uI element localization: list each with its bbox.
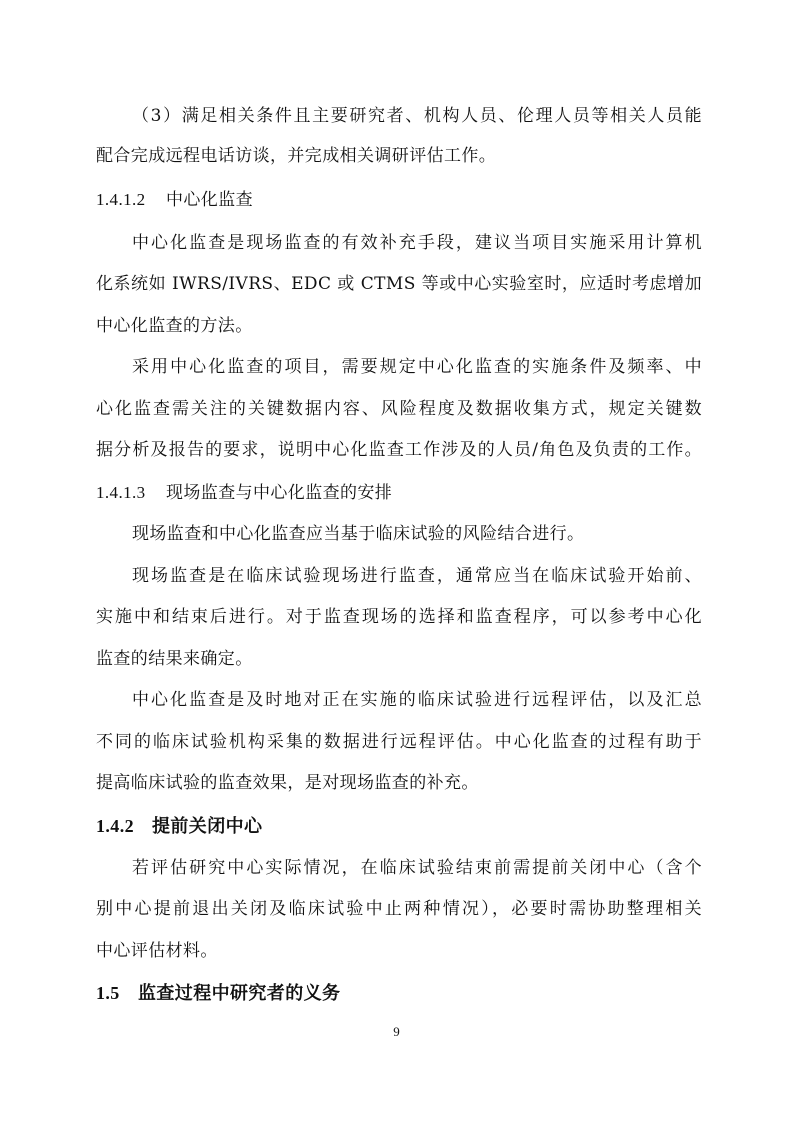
paragraph-line: （3）满足相关条件且主要研究者、机构人员、伦理人员等相关人员能 — [132, 106, 702, 126]
page-number: 9 — [393, 1024, 400, 1039]
paragraph-line: 据分析及报告的要求，说明中心化监查工作涉及的人员/角色及负责的工作。 — [96, 440, 702, 460]
section-heading-1-4-1-2 — [96, 188, 702, 212]
section-title: 现场监查与中心化监查的安排 — [166, 483, 393, 503]
section-heading-1-4-2 — [96, 814, 702, 839]
paragraph-line: 中心评估材料。 — [96, 941, 218, 961]
section-title: 监查过程中研究者的义务 — [138, 983, 341, 1004]
paragraph-line: 不同的临床试验机构采集的数据进行远程评估。中心化监查的过程有助于 — [96, 732, 702, 752]
paragraph-line: 中心化监查是及时地对正在实施的临床试验进行远程评估，以及汇总 — [132, 690, 702, 710]
section-number: 1.5 — [96, 983, 120, 1003]
paragraph-line: 若评估研究中心实际情况，在临床试验结束前需提前关闭中心（含个 — [132, 858, 702, 878]
paragraph-line: 现场监查是在临床试验现场进行监查，通常应当在临床试验开始前、 — [132, 566, 702, 586]
paragraph-line: 实施中和结束后进行。对于监查现场的选择和监查程序，可以参考中心化 — [96, 607, 702, 627]
section-number: 1.4.1.3 — [96, 483, 146, 502]
paragraph-line: 采用中心化监查的项目，需要规定中心化监查的实施条件及频率、中 — [132, 357, 702, 377]
section-title: 提前关闭中心 — [152, 816, 263, 837]
section-title: 中心化监查 — [166, 190, 253, 210]
section-number: 1.4.1.2 — [96, 190, 146, 209]
section-number: 1.4.2 — [96, 816, 134, 836]
paragraph-line: 别中心提前退出关闭及临床试验中止两种情况），必要时需协助整理相关 — [96, 899, 702, 919]
paragraph-line: 监查的结果来确定。 — [96, 649, 253, 669]
paragraph-line: 中心化监查是现场监查的有效补充手段，建议当项目实施采用计算机 — [132, 233, 702, 253]
paragraph-line: 配合完成远程电话访谈，并完成相关调研评估工作。 — [96, 146, 497, 166]
section-heading-1-5 — [96, 981, 702, 1006]
paragraph-line: 心化监查需关注的关键数据内容、风险程度及数据收集方式，规定关键数 — [96, 399, 702, 419]
paragraph-line: 提高临床试验的监查效果，是对现场监查的补充。 — [96, 773, 479, 793]
paragraph-line: 现场监查和中心化监查应当基于临床试验的风险结合进行。 — [132, 524, 585, 544]
section-heading-1-4-1-3 — [96, 481, 702, 505]
paragraph-line: 化系统如 IWRS/IVRS、EDC 或 CTMS 等或中心实验室时，应适时考虑增加 — [96, 274, 702, 294]
paragraph-line: 中心化监查的方法。 — [96, 316, 253, 336]
